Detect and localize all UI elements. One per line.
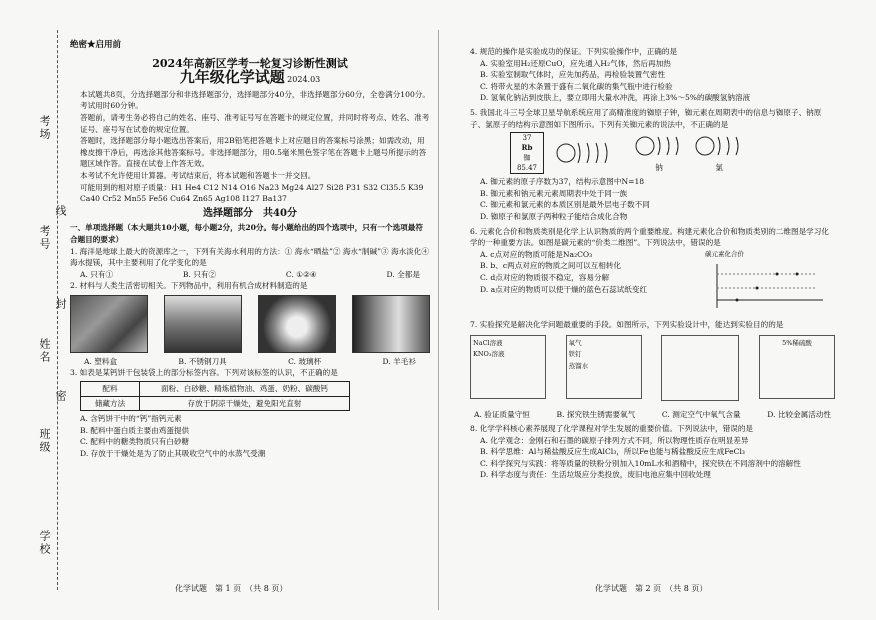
page-divider xyxy=(438,30,439,610)
instruction-4: 本考试不允许使用计算器。考试结束后，将本试题和答题卡一并交回。 xyxy=(80,170,316,180)
seal-xian: 线 xyxy=(54,205,67,218)
table-storage-label: 储藏方法 xyxy=(81,396,140,411)
seal-feng: 封 xyxy=(54,298,67,311)
valence-class-chart xyxy=(705,260,825,312)
na-label: 钠 xyxy=(655,163,663,173)
atomic-number: 37 xyxy=(522,134,532,143)
q4-option-a: A. 实验室用H₂还原CuO，应先通入H₂气体，然后再加热 xyxy=(480,58,671,68)
instruction-2: 答题前，请考生务必将自己的姓名、座号、准考证号写在答题卡的规定位置，并同时将考点、姓名、准考证号、座号写在试卷的规定位置。 xyxy=(80,112,430,134)
exam-room-label: 考场 xyxy=(38,115,51,141)
section-title: 选择题部分 共40分 xyxy=(203,207,297,219)
instruction-1: 本试题共8页，分选择题部分和非选择题部分，选择题部分40分，非选择题部分60分，全卷满分100分。考试用时60分钟。 xyxy=(80,89,430,111)
q3-option-d: D. 存放于干燥处是为了防止其吸收空气中的水蒸气受潮 xyxy=(80,449,266,459)
q7-option-d: D. 比较金属活动性 xyxy=(767,409,831,419)
q8-option-d: D. 科学态度与责任：生活垃圾应分类投放，废旧电池应集中回收处理 xyxy=(480,470,711,480)
q5-option-a: A. 铷元素的原子序数为37，结构示意图中N=18 xyxy=(480,177,645,187)
q8-option-a: A. 化学观念：金刚石和石墨的碳原子排列方式不同，所以物理性质存在明显差异 xyxy=(480,435,749,445)
instruction-5: 可能用到的相对原子质量：H1 He4 C12 N14 O16 Na23 Mg24 Al27 Si28 P31 S32 Cl35.5 K39 Ca40 Cr52 Mn55 Fe56 Cu64 Zn65 Ag108 I127 Ba137 xyxy=(80,182,424,204)
q5-stem: 5. 我国北斗三号全球卫星导航系统应用了高精准度的铷原子钟，铷元素在周期表中的信息与铷原子、钠原子、氯原子的结构示意图如下图所示。下列有关铷元素的说法中，不正确的是 xyxy=(470,107,822,129)
q1-option-a: A. 只有① xyxy=(80,269,114,279)
iron-nail-label: 铁钉 xyxy=(568,350,582,359)
nacl-solution-label: NaCl溶液 xyxy=(473,338,503,347)
table-ingredients-label: 配料 xyxy=(81,382,140,397)
q2-option-c: C. 玻璃杯 xyxy=(288,356,322,366)
q2-option-b: B. 不锈钢刀具 xyxy=(178,356,227,366)
table-storage-value: 存放于阴凉干燥处，避免阳光直射 xyxy=(140,396,350,411)
footer-right: 化学试题 第 2 页 （共 8 页） xyxy=(595,584,708,593)
q8-option-c: C. 科学探究与实践：将等质量的铁粉分别加入10mL水和酒精中，探究铁在不同溶剂中的溶解性 xyxy=(480,458,801,468)
q3-option-b: B. 配料中蛋白质主要由鸡蛋提供 xyxy=(80,425,190,435)
right-column xyxy=(470,46,835,481)
q1-option-c: C. ①②④ xyxy=(285,269,317,279)
element-symbol: Rb xyxy=(521,143,533,153)
q7-option-b: B. 探究铁生锈需要氧气 xyxy=(556,409,636,419)
q1-option-d: D. 全都是 xyxy=(386,269,420,279)
plastic-box-photo xyxy=(70,295,148,353)
sulfuric-acid-label: 5%稀硫酸 xyxy=(782,338,812,347)
oxygen-label: 氧气 xyxy=(568,338,582,347)
q6-stem: 6. 元素化合价和物质类别是化学上认识物质的两个重要维度。构建元素化合价和物质类别的二维图是学习化学的一种重要方法。如图是碳元素的“价类二维图”。下列说法中，错误的是 xyxy=(470,226,829,248)
q7-option-a: A. 验证质量守恒 xyxy=(474,409,530,419)
atomic-mass: 85.47 xyxy=(516,164,538,173)
exam-number-label: 考号 xyxy=(38,225,51,251)
q6-option-a: A. c点对应的物质可能是Na₂CO₃ xyxy=(480,249,593,259)
q2-stem: 2. 材料与人类生活密切相关。下列物品中，利用有机合成材料制造的是 xyxy=(70,281,308,291)
footer-left: 化学试题 第 1 页 （共 8 页） xyxy=(175,584,288,593)
exam-title: 2024年高新区学考一轮复习诊断性测试 xyxy=(152,56,348,70)
q3-label-table xyxy=(80,381,350,411)
instruction-3: 答题时，选择题部分每小题选出答案后，用2B铅笔把答题卡上对应题目的答案标号涂黑；如需改动，用橡皮擦干净后，再选涂其他答案标号。非选择题部分，用0.5毫米黑色签字笔在答题卡上题号所提示的答题区域作答。直接在试卷上作答无效。 xyxy=(80,136,427,169)
balance-apparatus xyxy=(470,335,546,399)
rb-atom-structure-icon xyxy=(554,138,624,168)
test-tube-apparatus xyxy=(566,335,642,399)
subject-title: 九年级化学试题 xyxy=(179,68,285,87)
cl-label: 氯 xyxy=(715,163,723,173)
valence-chart-title: 碳元素化合价 xyxy=(705,249,744,258)
q6-option-b: B. b、c两点对应的物质之间可以互相转化 xyxy=(480,261,622,271)
part-heading: 一、单项选择题（本大题共10小题，每小题2分，共20分。每小题给出的四个选项中，只有一个选项最符合题目的要求） xyxy=(70,223,423,244)
seal-mi: 密 xyxy=(54,390,67,403)
q4-stem: 4. 规范的操作是实验成功的保证。下列实验操作中，正确的是 xyxy=(470,47,678,56)
cl-atom-structure-icon xyxy=(694,133,744,159)
q3-option-a: A. 含钙饼干中的“钙”指钙元素 xyxy=(80,414,182,424)
table-ingredients-value: 面粉、白砂糖、精炼植物油、鸡蛋、奶粉、碳酸钙 xyxy=(140,382,350,397)
left-column xyxy=(70,40,430,460)
element-name: 铷 xyxy=(523,154,531,163)
q6-option-c: C. d点对应的物质很不稳定，容易分解 xyxy=(480,272,610,282)
name-label: 姓名 xyxy=(38,338,51,364)
distilled-water-label: 蒸馏水 xyxy=(568,361,589,370)
q3-stem: 3. 如表是某钙饼干包装袋上的部分标签内容。下列对该标签的认识，不正确的是 xyxy=(70,368,338,378)
q5-option-d: D. 铷原子和氯原子两种粒子能结合成化合物 xyxy=(480,211,628,221)
q6-option-d: D. a点对应的物质可以使干燥的蓝色石蕊试纸变红 xyxy=(480,284,648,294)
q2-option-d: D. 羊毛衫 xyxy=(382,356,416,366)
q4-option-d: D. 氢氧化钠沾到皮肤上，要立即用大量水冲洗，再涂上3%～5%的碳酸氢钠溶液 xyxy=(480,93,751,103)
q8-option-b: B. 科学思维：Al与稀盐酸反应生成AlCl₃，所以Fe也能与稀盐酸反应生成FeCl₃ xyxy=(480,447,745,457)
q1-option-b: B. 只有② xyxy=(182,269,217,279)
q2-option-a: A. 塑料盒 xyxy=(84,356,118,366)
q7-stem: 7. 实验探究是解决化学问题最重要的手段。如图所示，下列实验设计中，能达到实验目的的是 xyxy=(470,319,784,329)
q4-option-b: B. 实验室制取气体时，应先加药品，再检验装置气密性 xyxy=(480,70,666,80)
q2-photos xyxy=(70,295,430,353)
q8-stem: 8. 化学学科核心素养展现了化学课程对学生发展的重要价值。下列说法中，错误的是 xyxy=(470,424,754,434)
school-label: 学校 xyxy=(38,530,51,556)
glass-cup-photo xyxy=(258,295,336,353)
q5-atom-diagrams xyxy=(510,132,835,174)
metal-activity-apparatus xyxy=(759,335,835,399)
kno3-solution-label: KNO₃溶液 xyxy=(473,350,505,359)
exam-date: 2024.03 xyxy=(287,75,321,85)
q3-option-c: C. 配料中的糖类物质只有白砂糖 xyxy=(80,437,190,447)
air-oxygen-apparatus xyxy=(661,335,739,401)
element-card xyxy=(510,132,544,174)
q5-option-c: C. 铷元素和氯元素的本质区别是最外层电子数不同 xyxy=(480,200,650,210)
seal-line xyxy=(57,30,58,590)
q1-stem: 1. 海洋是地球上最大的资源库之一，下列有关海水利用的方法：① 海水“晒盐”② 海水“制碱”③ 海水淡化④ 海水提镁，其中主要利用了化学变化的是 xyxy=(70,246,429,268)
q7-option-c: C. 测定空气中氧气含量 xyxy=(661,409,741,419)
na-atom-structure-icon xyxy=(634,133,684,159)
q7-apparatus xyxy=(470,335,835,405)
secret-mark: 绝密★启用前 xyxy=(70,40,122,50)
q4-option-c: C. 将带火星的木条置于盛有二氧化碳的集气瓶中进行检验 xyxy=(480,81,673,91)
knife-photo xyxy=(164,295,242,353)
class-label: 班级 xyxy=(38,428,51,454)
q5-option-b: B. 铷元素和钠元素元素周期表中处于同一族 xyxy=(480,188,628,198)
sweater-photo xyxy=(352,295,430,353)
